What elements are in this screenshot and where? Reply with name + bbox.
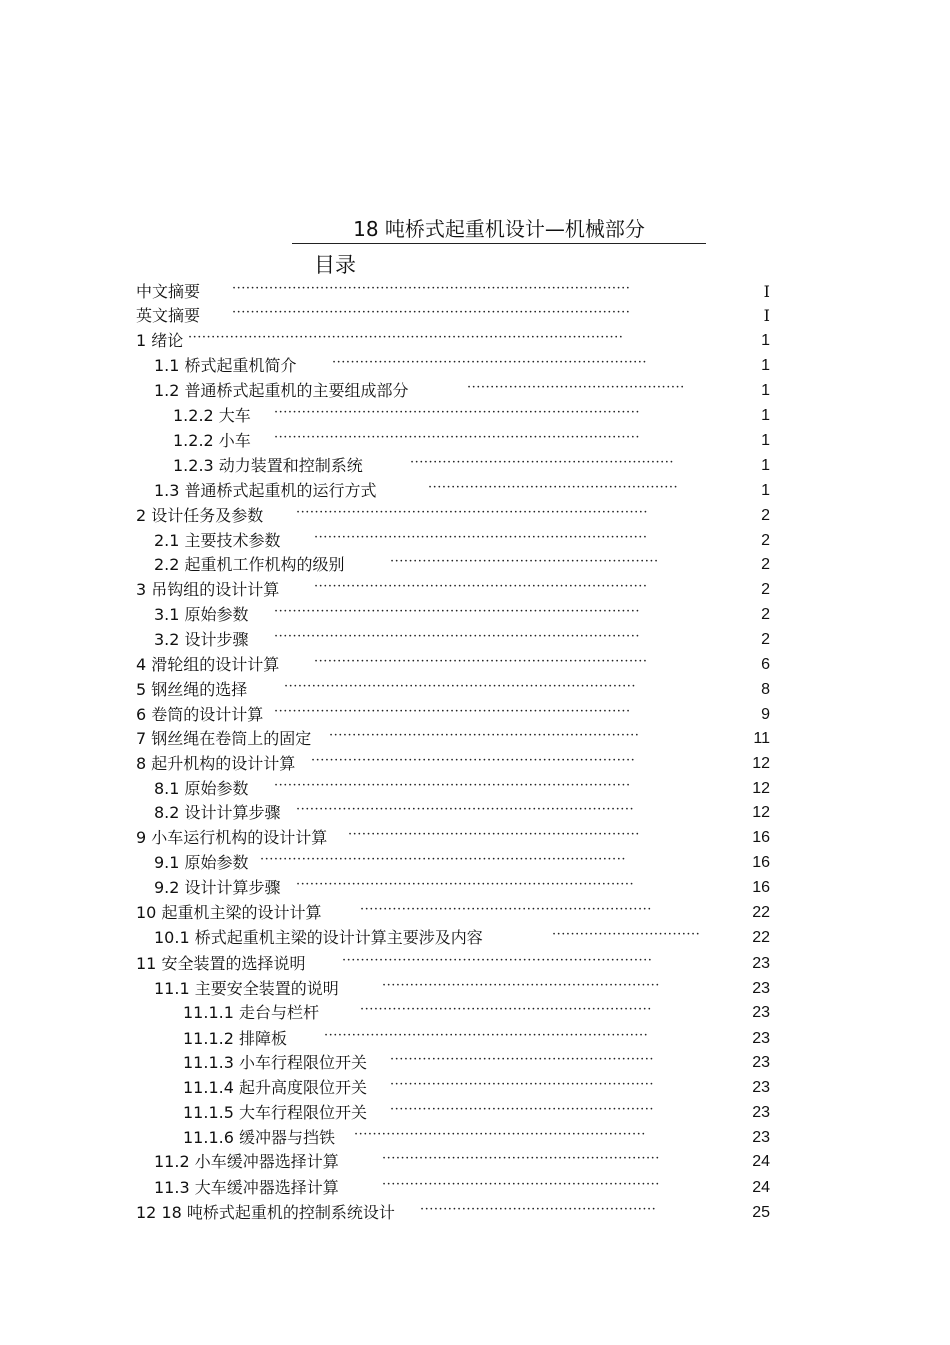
toc-entry-page: 2 [761,606,770,623]
toc-entry-page: 1 [761,432,770,449]
toc-entry-label: 6 卷筒的设计计算 [136,705,264,724]
toc-entry-page: 1 [761,357,770,374]
toc-entry-page: 24 [752,1179,770,1196]
dot-leader: ························································· [410,455,675,470]
toc-entry[interactable] [136,654,776,676]
toc-entry[interactable] [136,1177,776,1199]
toc-entry-label: 4 滑轮组的设计计算 [136,655,280,674]
toc-entry-page: 2 [761,507,770,524]
toc-entry-label: 3.2 设计步骤 [154,630,249,649]
toc-entry[interactable] [136,802,776,824]
dot-leader: ···································································· [332,355,647,370]
dot-leader: ······························································································ [188,330,624,345]
toc-entry-label: 11.1.2 排障板 [183,1029,287,1048]
dot-leader: ······························································· [360,1002,652,1017]
dot-leader: ······················································································ [232,281,631,296]
toc-entry[interactable] [136,902,776,924]
dot-leader: ··································································· [329,728,640,743]
dot-leader: ························································· [390,1077,655,1092]
toc-entry-label: 11.3 大车缓冲器选择计算 [154,1178,339,1197]
toc-entry-page: 2 [761,556,770,573]
toc-entry-label: 1.1 桥式起重机简介 [154,356,297,375]
toc-entry-label: 11.1 主要安全装置的说明 [154,979,339,998]
toc-entry[interactable] [136,927,776,949]
toc-entry[interactable] [136,1202,776,1224]
toc-entry-page: 16 [752,879,770,896]
toc-entry-page: 12 [752,780,770,797]
dot-leader: ··································································· [342,953,653,968]
toc-entry-page: 8 [761,681,770,698]
toc-entry-page: 11 [753,730,770,747]
toc-entry[interactable] [136,852,776,874]
toc-entry[interactable] [136,380,776,402]
toc-entry[interactable] [136,728,776,750]
toc-entry[interactable] [136,778,776,800]
toc-entry[interactable] [136,704,776,726]
toc-entry[interactable] [136,305,776,327]
dot-leader: ·························································· [390,554,659,569]
toc-entry-label: 中文摘要 [136,282,201,301]
toc-entry-page: 23 [752,980,770,997]
toc-entry-label: 8 起升机构的设计计算 [136,754,296,773]
dot-leader: ························································· [390,1052,655,1067]
toc-entry[interactable] [136,281,776,303]
toc-entry-page: 1 [761,382,770,399]
toc-entry-label: 11.1.3 小车行程限位开关 [183,1053,367,1072]
toc-entry[interactable] [136,877,776,899]
dot-leader: ························································· [390,1102,655,1117]
document-title: 18 吨桥式起重机设计—机械部分 [292,216,706,244]
toc-entry-page: 22 [752,929,770,946]
dot-leader: ······························································· [354,1127,646,1142]
toc-entry[interactable] [136,679,776,701]
toc-entry[interactable] [136,1002,776,1024]
toc-entry-label: 10 起重机主梁的设计计算 [136,903,322,922]
toc-entry-page: 16 [752,854,770,871]
toc-entry[interactable] [136,953,776,975]
toc-entry[interactable] [136,1028,776,1050]
toc-entry-label: 3.1 原始参数 [154,605,249,624]
toc-entry-page: 25 [752,1204,770,1221]
toc-entry-label: 11.1.1 走台与栏杆 [183,1003,319,1022]
dot-leader: ······································································ [324,1028,649,1043]
dot-leader: ········································································· [296,802,635,817]
toc-entry-label: 11 安全装置的选择说明 [136,954,306,973]
toc-entry[interactable] [136,554,776,576]
toc-entry-label: 3 吊钩组的设计计算 [136,580,280,599]
toc-entry-page: I [763,282,770,301]
toc-entry-page: 16 [752,829,770,846]
toc-entry[interactable] [136,753,776,775]
dot-leader: ···························································· [382,1151,660,1166]
toc-entry-label: 2 设计任务及参数 [136,506,264,525]
toc-entry-label: 9 小车运行机构的设计计算 [136,828,328,847]
toc-entry-page: 23 [752,1030,770,1047]
toc-entry-page: 12 [752,804,770,821]
toc-entry[interactable] [136,1127,776,1149]
dot-leader: ······················································ [428,480,679,495]
dot-leader: ············································································ [284,679,637,694]
dot-leader: ···························································· [382,1177,660,1192]
toc-heading: 目录 [314,253,356,277]
toc-entry[interactable] [136,978,776,1000]
toc-entry-label: 1.3 普通桥式起重机的运行方式 [154,481,377,500]
toc-entry[interactable] [136,1077,776,1099]
toc-entry-label: 2.2 起重机工作机构的级别 [154,555,345,574]
dot-leader: ······························································· [348,827,640,842]
toc-entry-label: 11.1.4 起升高度限位开关 [183,1078,367,1097]
toc-entry[interactable] [136,330,776,352]
toc-entry[interactable] [136,1151,776,1173]
toc-entry[interactable] [136,530,776,552]
toc-entry-label: 8.1 原始参数 [154,779,249,798]
dot-leader: ······································································ [311,753,636,768]
toc-entry-label: 1.2.2 大车 [173,406,251,425]
toc-entry-page: 23 [752,1004,770,1021]
dot-leader: ································ [552,927,701,942]
toc-entry-page: 23 [752,1104,770,1121]
toc-entry-label: 9.2 设计计算步骤 [154,878,281,897]
toc-entry[interactable] [136,430,776,452]
dot-leader: ········································································· [296,877,635,892]
dot-leader: ············································································ [296,505,649,520]
toc-entry[interactable] [136,455,776,477]
dot-leader: ··············································································· [274,629,640,644]
toc-entry-label: 5 钢丝绳的选择 [136,680,248,699]
dot-leader: ········································································ [314,530,648,545]
dot-leader: ··············································································· [274,604,640,619]
toc-entry-page: 23 [752,1129,770,1146]
toc-entry-page: 2 [761,532,770,549]
toc-entry[interactable] [136,1052,776,1074]
toc-entry-page: 23 [752,955,770,972]
toc-entry-label: 8.2 设计计算步骤 [154,803,281,822]
toc-entry-page: 22 [752,904,770,921]
toc-entry[interactable] [136,405,776,427]
toc-entry-label: 2.1 主要技术参数 [154,531,281,550]
toc-entry-label: 11.1.6 缓冲器与挡铁 [183,1128,335,1147]
dot-leader: ··············································· [467,380,685,395]
toc-entry[interactable] [136,1102,776,1124]
toc-entry-page: I [763,306,770,325]
toc-entry-page: 12 [752,755,770,772]
toc-entry-label: 1 绪论 [136,331,184,350]
dot-leader: ··············································································· [274,405,640,420]
dot-leader: ············································································· [274,704,631,719]
dot-leader: ··············································································· [274,430,640,445]
toc-entry[interactable] [136,629,776,651]
dot-leader: ········································································ [314,654,648,669]
toc-entry[interactable] [136,355,776,377]
dot-leader: ············································································· [274,778,631,793]
toc-entry[interactable] [136,827,776,849]
toc-entry-page: 2 [761,631,770,648]
toc-entry-label: 11.2 小车缓冲器选择计算 [154,1152,339,1171]
toc-entry-page: 1 [761,332,770,349]
dot-leader: ········································································ [314,579,648,594]
toc-entry-page: 23 [752,1079,770,1096]
dot-leader: ··············································································· [260,852,626,867]
toc-entry-page: 1 [761,457,770,474]
toc-entry-label: 11.1.5 大车行程限位开关 [183,1103,367,1122]
toc-entry-label: 9.1 原始参数 [154,853,249,872]
toc-entry-page: 1 [761,482,770,499]
toc-entry[interactable] [136,579,776,601]
toc-entry[interactable] [136,480,776,502]
toc-entry-label: 1.2 普通桥式起重机的主要组成部分 [154,381,409,400]
dot-leader: ···························································· [382,978,660,993]
toc-entry-label: 10.1 桥式起重机主梁的设计计算主要涉及内容 [154,928,483,947]
toc-entry[interactable] [136,604,776,626]
toc-entry-page: 23 [752,1054,770,1071]
toc-entry-label: 1.2.2 小车 [173,431,251,450]
dot-leader: ······························································· [360,902,652,917]
toc-entry-page: 9 [761,706,770,723]
toc-entry-label: 英文摘要 [136,306,201,325]
toc-entry-page: 24 [752,1153,770,1170]
dot-leader: ······················································································ [232,305,631,320]
toc-entry-page: 2 [761,581,770,598]
dot-leader: ··················································· [420,1202,657,1217]
toc-entry-label: 7 钢丝绳在卷筒上的固定 [136,729,312,748]
toc-entry-page: 1 [761,407,770,424]
toc-entry[interactable] [136,505,776,527]
toc-entry-label: 1.2.3 动力装置和控制系统 [173,456,363,475]
toc-entry-page: 6 [761,656,770,673]
toc-entry-label: 12 18 吨桥式起重机的控制系统设计 [136,1203,395,1222]
